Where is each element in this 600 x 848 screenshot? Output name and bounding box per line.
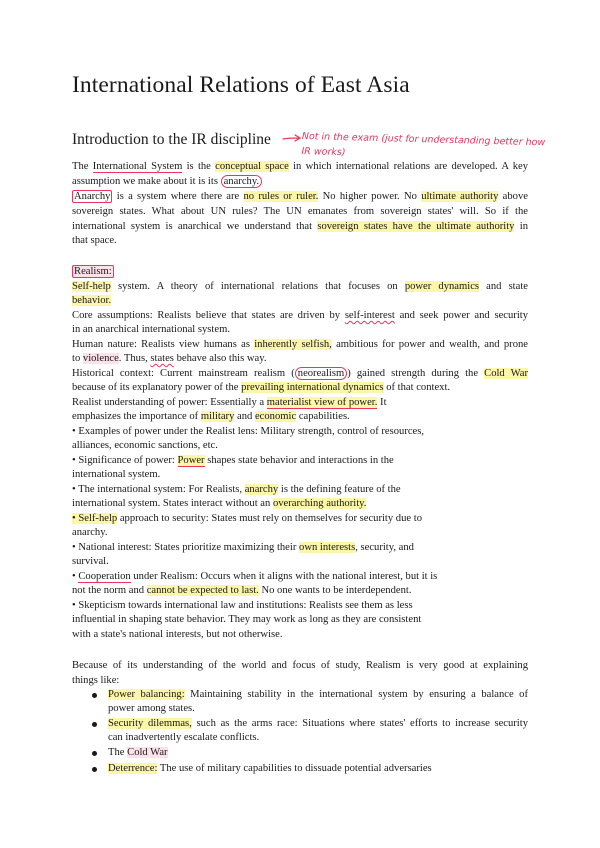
list-item-line xyxy=(108,746,168,760)
circled-term: anarchy. xyxy=(221,175,263,188)
realism-line-7 xyxy=(72,367,528,381)
highlighted-term: Power xyxy=(177,455,205,466)
page-title: International Relations of East Asia xyxy=(72,72,410,98)
realism-line-18: anarchy. xyxy=(72,527,108,538)
realism-line-20: survival. xyxy=(72,556,109,567)
realism-line-23: • Skepticism towards international law and institutions: Realists see them as less xyxy=(72,600,413,611)
list-item-line xyxy=(108,762,432,776)
list-item-line xyxy=(108,688,528,702)
bullet-dot xyxy=(92,722,97,727)
realism-line-8 xyxy=(72,381,450,395)
highlighted-term: ultimate authority xyxy=(421,191,499,202)
realism-line-4: in an anarchical international system. xyxy=(72,324,230,335)
text-run: and xyxy=(234,411,255,422)
text-run: international system is anarchical we understand that xyxy=(72,221,318,232)
highlighted-term: Cold War xyxy=(484,368,528,379)
highlighted-term: power dynamics xyxy=(404,281,480,292)
highlighted-term: inherently selfish, xyxy=(254,339,332,350)
intro-line-2 xyxy=(72,175,262,189)
text-run: such as the arms race: Situations where states' efforts to increase security xyxy=(191,718,528,729)
underlined-term: International System xyxy=(92,161,183,172)
highlighted-term: conceptual space xyxy=(215,161,289,172)
text-run: It xyxy=(377,397,387,408)
text-run: emphasizes the importance of xyxy=(72,411,201,422)
text-run: Core assumptions: Realists believe that states are driven by xyxy=(72,310,345,321)
highlighted-term: anarchy xyxy=(244,484,279,495)
circled-term: neorealism xyxy=(295,367,347,380)
highlighted-term: military xyxy=(200,411,235,422)
text-run: not the norm and xyxy=(72,585,147,596)
section-heading: Introduction to the IR discipline xyxy=(72,131,271,148)
highlighted-term: behavior. xyxy=(72,295,112,306)
text-run: in xyxy=(514,221,528,232)
highlighted-term: Security dilemmas, xyxy=(108,718,192,729)
highlighted-term: sovereign states have the ultimate authority xyxy=(317,221,515,232)
realism-line-1 xyxy=(72,280,528,294)
realism-line-19 xyxy=(72,541,414,555)
highlighted-term: Deterrence: xyxy=(108,763,158,774)
highlighted-term: overarching authority. xyxy=(272,498,367,509)
text-run: Human nature: Realists view humans as xyxy=(72,339,255,350)
bullet-dot xyxy=(92,751,97,756)
text-run: ) gained strength during the xyxy=(347,368,485,379)
text-run: above xyxy=(498,191,528,202)
intro-line-4: sovereign states. What about UN rules? The UN emanates from sovereign states' will. So if the xyxy=(72,206,528,217)
arrow-icon xyxy=(282,131,302,145)
text-run: • xyxy=(72,571,79,582)
realism-heading xyxy=(72,265,114,279)
realism-line-14: international system. xyxy=(72,469,161,480)
list-item-line: can inadvertently escalate conflicts. xyxy=(108,732,260,743)
text-run: under Realism: Occurs when it aligns with the national interest, but it is xyxy=(130,571,438,582)
list-item-line: power among states. xyxy=(108,703,195,714)
text-run: • National interest: States prioritize maximizing their xyxy=(72,542,300,553)
intro-line-1 xyxy=(72,160,528,174)
text-run: . Thus, xyxy=(118,353,151,364)
text-run: approach to security: States must rely on themselves for security due to xyxy=(117,513,422,524)
realism-line-13 xyxy=(72,454,394,468)
text-run: of that context. xyxy=(383,382,451,393)
text-run: The use of military capabilities to dissuade potential adversaries xyxy=(157,763,432,774)
text-run: and seek power and security xyxy=(394,310,528,321)
text-run: in which international relations are developed. A key xyxy=(288,161,529,172)
text-run: The xyxy=(72,161,93,172)
realism-line-11: • Examples of power under the Realist lens: Military strength, control of resources, xyxy=(72,426,425,437)
list-item-line xyxy=(108,717,528,731)
realism-line-10 xyxy=(72,410,350,424)
intro-line-5 xyxy=(72,220,528,234)
realism-line-12: alliances, economic sanctions, etc. xyxy=(72,440,218,451)
realism-line-6 xyxy=(72,352,267,366)
wavy-underlined-term: states xyxy=(150,353,174,364)
realism-line-2 xyxy=(72,294,111,308)
text-run: is the defining feature of the xyxy=(278,484,401,495)
highlighted-term: economic xyxy=(254,411,297,422)
text-run: The xyxy=(108,747,128,758)
realism-line-9 xyxy=(72,396,387,410)
intro-line-6: that space. xyxy=(72,235,117,246)
explain-line-1: Because of its understanding of the world and focus of study, Realism is very good at explaining xyxy=(72,660,528,671)
realism-line-3 xyxy=(72,309,528,323)
text-run: shapes state behavior and interactions in the xyxy=(204,455,394,466)
boxed-term: Anarchy xyxy=(74,191,111,202)
text-run: No higher power. No xyxy=(318,191,422,202)
realism-line-17 xyxy=(72,512,422,526)
realism-line-24: influential in shaping state behavior. They may work as long as they are consistent xyxy=(72,614,422,625)
highlighted-term: Cold War xyxy=(127,747,168,758)
text-run: is a system where there are xyxy=(112,191,244,202)
text-run: Maintaining stability in the international system by ensuring a balance of xyxy=(184,689,529,700)
text-run: behave also this way. xyxy=(173,353,267,364)
text-run: and state xyxy=(479,281,528,292)
text-run: capabilities. xyxy=(296,411,350,422)
text-run: is the xyxy=(182,161,216,172)
intro-line-3 xyxy=(72,190,528,204)
realism-line-25: with a state's national interests, but not otherwise. xyxy=(72,629,283,640)
text-run: No one wants to be interdependent. xyxy=(258,585,412,596)
highlighted-term: Power balancing: xyxy=(108,689,185,700)
realism-line-21 xyxy=(72,570,437,584)
realism-line-22 xyxy=(72,584,412,598)
text-run: • The international system: For Realists, xyxy=(72,484,245,495)
annotation-text: Not in the exam (just for understanding better how IR works) xyxy=(301,130,546,159)
text-run: system. A theory of international relations that focuses on xyxy=(110,281,405,292)
text-run: to xyxy=(72,353,83,364)
bullet-dot xyxy=(92,767,97,772)
text-run: , security, and xyxy=(355,542,414,553)
highlighted-term: • Self-help xyxy=(72,513,118,524)
explain-line-2: things like: xyxy=(72,675,120,686)
realism-line-5 xyxy=(72,338,528,352)
highlighted-term: no rules or ruler. xyxy=(243,191,319,202)
wavy-underlined-term: self-interest xyxy=(344,310,395,321)
highlighted-term: own interests xyxy=(299,542,356,553)
handwritten-annotation xyxy=(282,131,552,163)
highlighted-term: materialist view of power. xyxy=(266,397,378,408)
text-run: ambitious for power and wealth, and prone xyxy=(331,339,528,350)
highlighted-term: Self-help xyxy=(72,281,111,292)
underlined-term: Cooperation xyxy=(78,571,131,582)
text-run: assumption we make about it is its xyxy=(72,176,221,187)
realism-line-16 xyxy=(72,497,366,511)
text-run: Realist understanding of power: Essentially a xyxy=(72,397,267,408)
boxed-heading: Realism: xyxy=(74,266,112,277)
text-run: • Significance of power: xyxy=(72,455,178,466)
text-run: because of its explanatory power of the xyxy=(72,382,242,393)
bullet-dot xyxy=(92,693,97,698)
text-run: Historical context: Current mainstream realism ( xyxy=(72,368,295,379)
highlighted-term: prevailing international dynamics xyxy=(241,382,384,393)
highlighted-term: violence xyxy=(82,353,119,364)
highlighted-term: cannot be expected to last. xyxy=(146,585,259,596)
realism-line-15 xyxy=(72,483,401,497)
text-run: international system. States interact without an xyxy=(72,498,273,509)
